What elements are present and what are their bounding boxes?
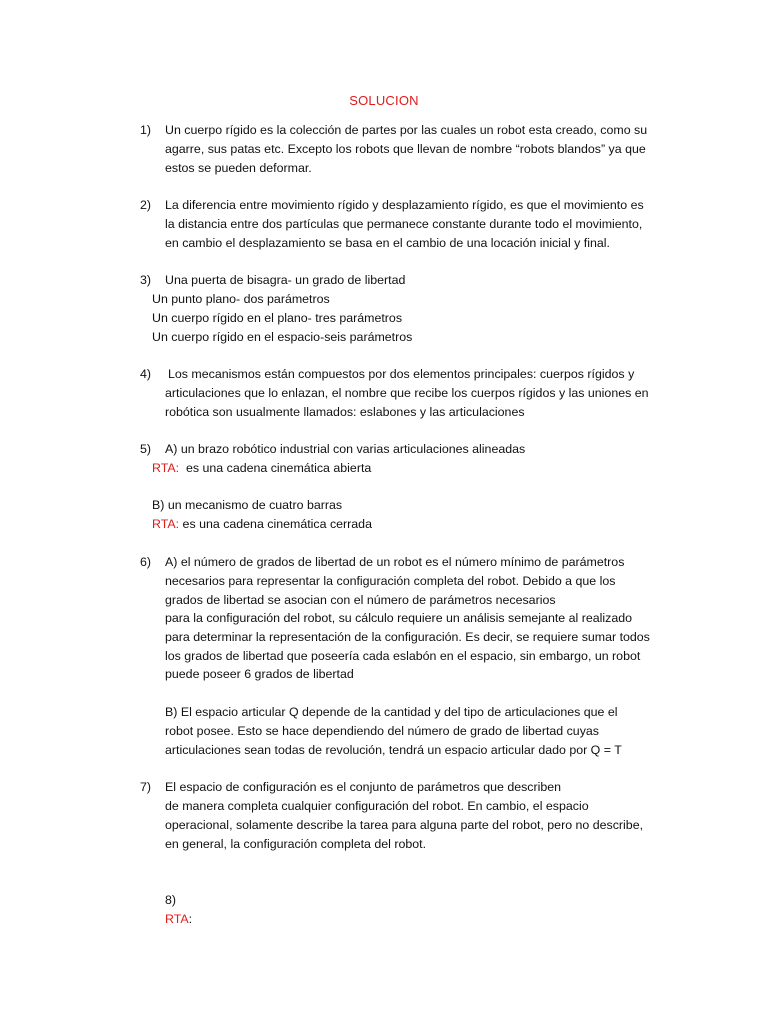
item-6-b-line-3: articulaciones sean todas de revolución, tendrá un espacio articular dado por Q = T — [165, 743, 622, 757]
item-3-number: 3) — [140, 273, 152, 287]
item-6-line-3: grados de libertad se asocian con el número de parámetros necesarios — [165, 593, 556, 607]
item-1-line-2: agarre, sus patas etc. Excepto los robots que llevan de nombre “robots blandos” ya que — [165, 142, 646, 156]
item-6-line-7: puede poseer 6 grados de libertad — [165, 667, 354, 681]
item-2-line-2: la distancia entre dos partículas que permanece constante durante todo el movimiento, — [165, 217, 643, 231]
item-2-line-3: en cambio el desplazamiento se basa en el cambio de una locación inicial y final. — [165, 236, 610, 250]
item-6-line-1: A) el número de grados de libertad de un robot es el número mínimo de parámetros — [165, 555, 625, 569]
rta-colon: : — [188, 912, 193, 926]
item-4-number: 4) — [140, 367, 152, 381]
item-6-number: 6) — [140, 555, 152, 569]
item-5-part-a: A) un brazo robótico industrial con varias articulaciones alineadas — [165, 442, 526, 456]
item-4-line-1: Los mecanismos están compuestos por dos elementos principales: cuerpos rígidos y — [168, 367, 635, 381]
item-7-line-3: operacional, solamente describe la tarea para alguna parte del robot, pero no describe, — [165, 818, 644, 832]
item-6-b-line-2: robot posee. Esto se hace dependiendo del número de grado de libertad cuyas — [165, 724, 599, 738]
item-3-line-3: Un cuerpo rígido en el plano- tres parámetros — [152, 311, 403, 325]
item-7-line-2: de manera completa cualquier configuración del robot. En cambio, el espacio — [165, 799, 589, 813]
rta-answer: es una cadena cinemática cerrada — [182, 517, 372, 531]
item-5-rta-b — [152, 515, 372, 533]
item-1-number: 1) — [140, 123, 152, 137]
item-7-number: 7) — [140, 780, 152, 794]
item-4-line-3: robótica son usualmente llamados: eslabones y las articulaciones — [165, 405, 525, 419]
item-2-number: 2) — [140, 198, 152, 212]
item-7-line-4: en general, la configuración completa del robot. — [165, 837, 427, 851]
item-3-line-2: Un punto plano- dos parámetros — [152, 292, 330, 306]
item-6-line-5: para determinar la representación de la configuración. Es decir, se requiere sumar todos — [165, 630, 650, 644]
item-5-number: 5) — [140, 442, 152, 456]
item-5-part-b: B) un mecanismo de cuatro barras — [152, 498, 343, 512]
rta-label: RTA — [165, 912, 189, 926]
item-3-line-4: Un cuerpo rígido en el espacio-seis parámetros — [152, 330, 413, 344]
item-5-rta-a — [152, 459, 371, 477]
item-7-line-1: El espacio de configuración es el conjunto de parámetros que describen — [165, 780, 562, 794]
rta-answer: es una cadena cinemática abierta — [185, 461, 372, 475]
item-6-line-2: necesarios para representar la configuración completa del robot. Debido a que los — [165, 574, 616, 588]
item-1-line-3: estos se pueden deformar. — [165, 161, 312, 175]
item-6-b-line-1: B) El espacio articular Q depende de la cantidad y del tipo de articulaciones que el — [165, 705, 618, 719]
page-title: SOLUCION — [349, 93, 419, 108]
item-8-number: 8) — [165, 893, 177, 907]
item-1-line-1: Un cuerpo rígido es la colección de partes por las cuales un robot esta creado, como su — [165, 123, 648, 137]
item-3-line-1: Una puerta de bisagra- un grado de libertad — [165, 273, 406, 287]
item-6-line-4: para la configuración del robot, su cálculo requiere un análisis semejante al realizado — [165, 611, 632, 625]
rta-label: RTA: — [152, 517, 180, 531]
item-6-line-6: los grados de libertad que poseería cada eslabón en el espacio, sin embargo, un robot — [165, 649, 641, 663]
item-8-rta — [165, 910, 192, 928]
item-2-line-1: La diferencia entre movimiento rígido y desplazamiento rígido, es que el movimiento es — [165, 198, 644, 212]
item-4-line-2: articulaciones que lo enlazan, el nombre que recibe los cuerpos rígidos y las uniones en — [165, 386, 649, 400]
rta-label: RTA: — [152, 461, 180, 475]
